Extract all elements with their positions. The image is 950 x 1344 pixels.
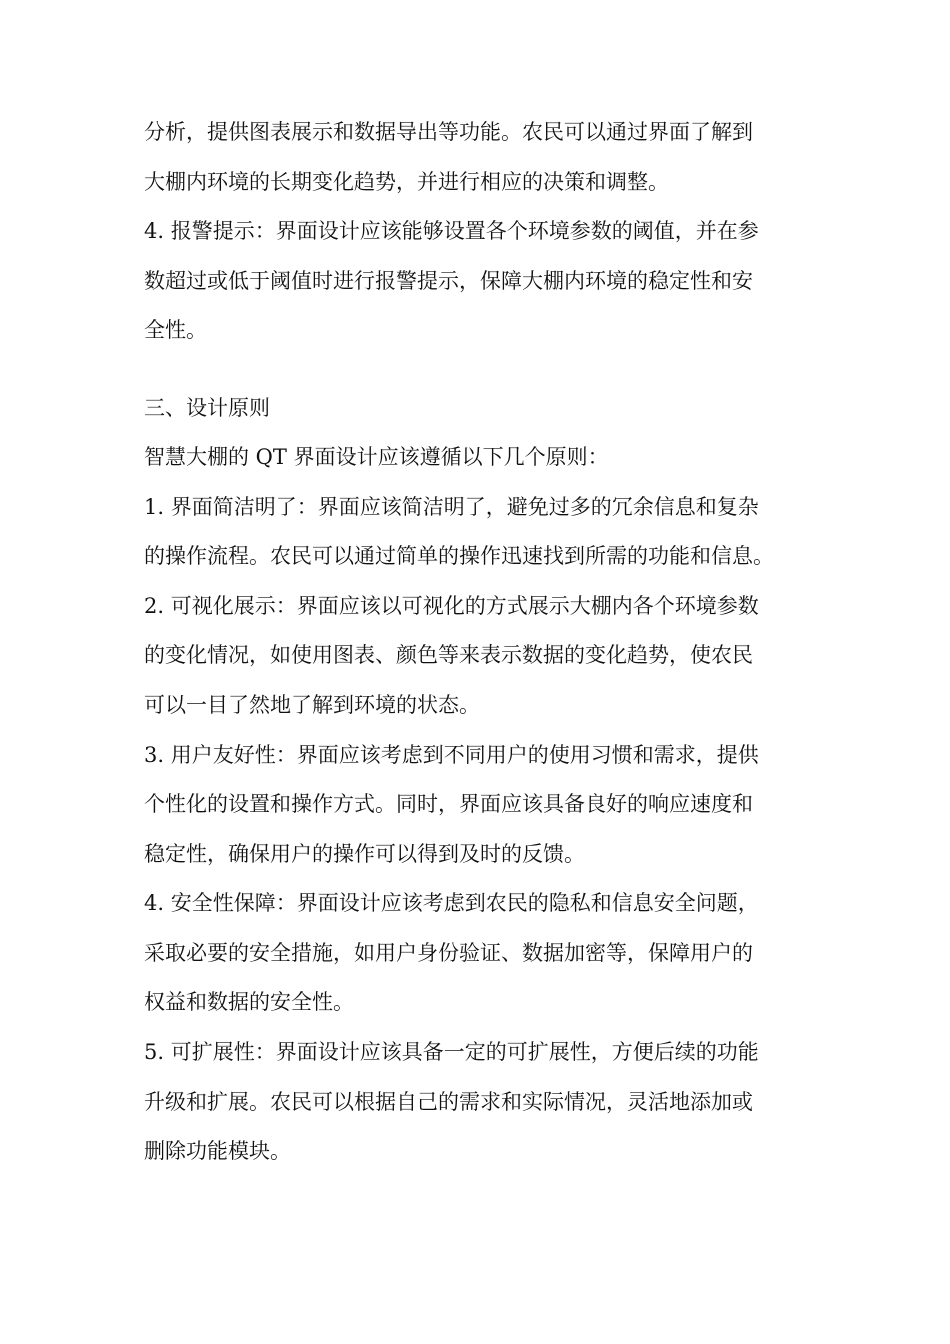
list-item-line: 1. 界面简洁明了：界面应该简洁明了，避免过多的冗余信息和复杂 <box>144 495 759 519</box>
section-heading: 三、设计原则 <box>144 396 270 420</box>
list-item-line: 的操作流程。农民可以通过简单的操作迅速找到所需的功能和信息。 <box>144 544 774 568</box>
list-item-line: 5. 可扩展性：界面设计应该具备一定的可扩展性，方便后续的功能 <box>144 1040 759 1064</box>
list-item-line: 采取必要的安全措施，如用户身份验证、数据加密等，保障用户的 <box>144 941 753 965</box>
list-item-line: 可以一目了然地了解到环境的状态。 <box>144 693 480 717</box>
list-item-line: 2. 可视化展示：界面应该以可视化的方式展示大棚内各个环境参数 <box>144 594 759 618</box>
list-item-line: 稳定性，确保用户的操作可以得到及时的反馈。 <box>144 842 585 866</box>
list-item-line: 4. 安全性保障：界面设计应该考虑到农民的隐私和信息安全问题， <box>144 891 759 915</box>
list-item-line: 全性。 <box>144 318 207 342</box>
list-item-line: 权益和数据的安全性。 <box>144 990 354 1014</box>
list-item-line: 个性化的设置和操作方式。同时，界面应该具备良好的响应速度和 <box>144 792 753 816</box>
list-item-line: 升级和扩展。农民可以根据自己的需求和实际情况，灵活地添加或 <box>144 1090 753 1114</box>
list-item-line: 删除功能模块。 <box>144 1139 291 1163</box>
list-item-line: 数超过或低于阈值时进行报警提示，保障大棚内环境的稳定性和安 <box>144 269 753 293</box>
paragraph-line: 大棚内环境的长期变化趋势，并进行相应的决策和调整。 <box>144 170 669 194</box>
list-item-line: 的变化情况，如使用图表、颜色等来表示数据的变化趋势，使农民 <box>144 643 753 667</box>
list-item-line: 3. 用户友好性：界面应该考虑到不同用户的使用习惯和需求，提供 <box>144 743 759 767</box>
list-item-line: 4. 报警提示：界面设计应该能够设置各个环境参数的阈值，并在参 <box>144 219 759 243</box>
paragraph-line: 智慧大棚的 QT 界面设计应该遵循以下几个原则： <box>144 445 609 469</box>
paragraph-line: 分析，提供图表展示和数据导出等功能。农民可以通过界面了解到 <box>144 120 753 144</box>
